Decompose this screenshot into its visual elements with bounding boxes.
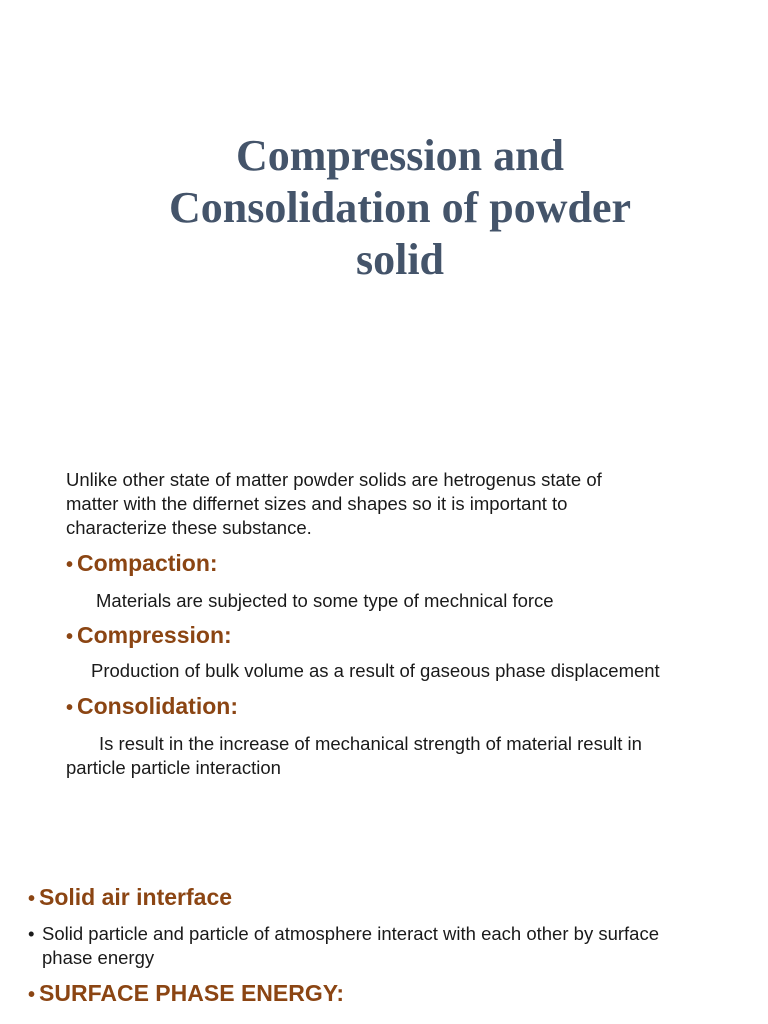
bullet-icon: • xyxy=(28,888,36,910)
bullet-icon: • xyxy=(66,697,74,719)
page-title xyxy=(120,130,680,286)
intro-line-3: characterize these substance. xyxy=(66,517,312,538)
intro-paragraph xyxy=(66,468,602,540)
surface-phase-heading-text: SURFACE PHASE ENERGY: xyxy=(39,980,345,1006)
bullet-icon: • xyxy=(66,554,74,576)
consolidation-heading-text: Consolidation: xyxy=(77,693,238,719)
section-heading-consolidation xyxy=(66,692,238,722)
title-line-3: solid xyxy=(355,235,445,284)
consolidation-line-2: particle particle interaction xyxy=(66,757,281,778)
intro-line-1: Unlike other state of matter powder solids are hetrogenus state of xyxy=(66,469,602,490)
consolidation-line-1: Is result in the increase of mechanical strength of material result in xyxy=(99,733,642,754)
section-heading-surface-phase-energy xyxy=(28,979,344,1009)
solid-air-line-2: phase energy xyxy=(42,947,155,968)
title-line-1: Compression and xyxy=(235,131,565,180)
section-heading-solid-air-interface xyxy=(28,883,232,913)
compression-heading-text: Compression: xyxy=(77,622,232,648)
compaction-heading-text: Compaction: xyxy=(77,550,218,576)
title-line-2: Consolidation of powder xyxy=(168,183,632,232)
section-heading-compression xyxy=(66,621,232,651)
bullet-icon: • xyxy=(28,923,35,944)
compaction-description: Materials are subjected to some type of mechnical force xyxy=(96,590,554,611)
solid-air-line-1: Solid particle and particle of atmosphere interact with each other by surface xyxy=(42,923,659,944)
consolidation-description xyxy=(66,732,642,780)
solid-air-bullet xyxy=(28,922,659,970)
solid-air-heading-text: Solid air interface xyxy=(39,884,233,910)
bullet-icon: • xyxy=(66,626,74,648)
bullet-icon: • xyxy=(28,984,36,1006)
section-heading-compaction xyxy=(66,549,218,579)
intro-line-2: matter with the differnet sizes and shapes so it is important to xyxy=(66,493,568,514)
compression-description: Production of bulk volume as a result of gaseous phase displacement xyxy=(91,660,660,681)
